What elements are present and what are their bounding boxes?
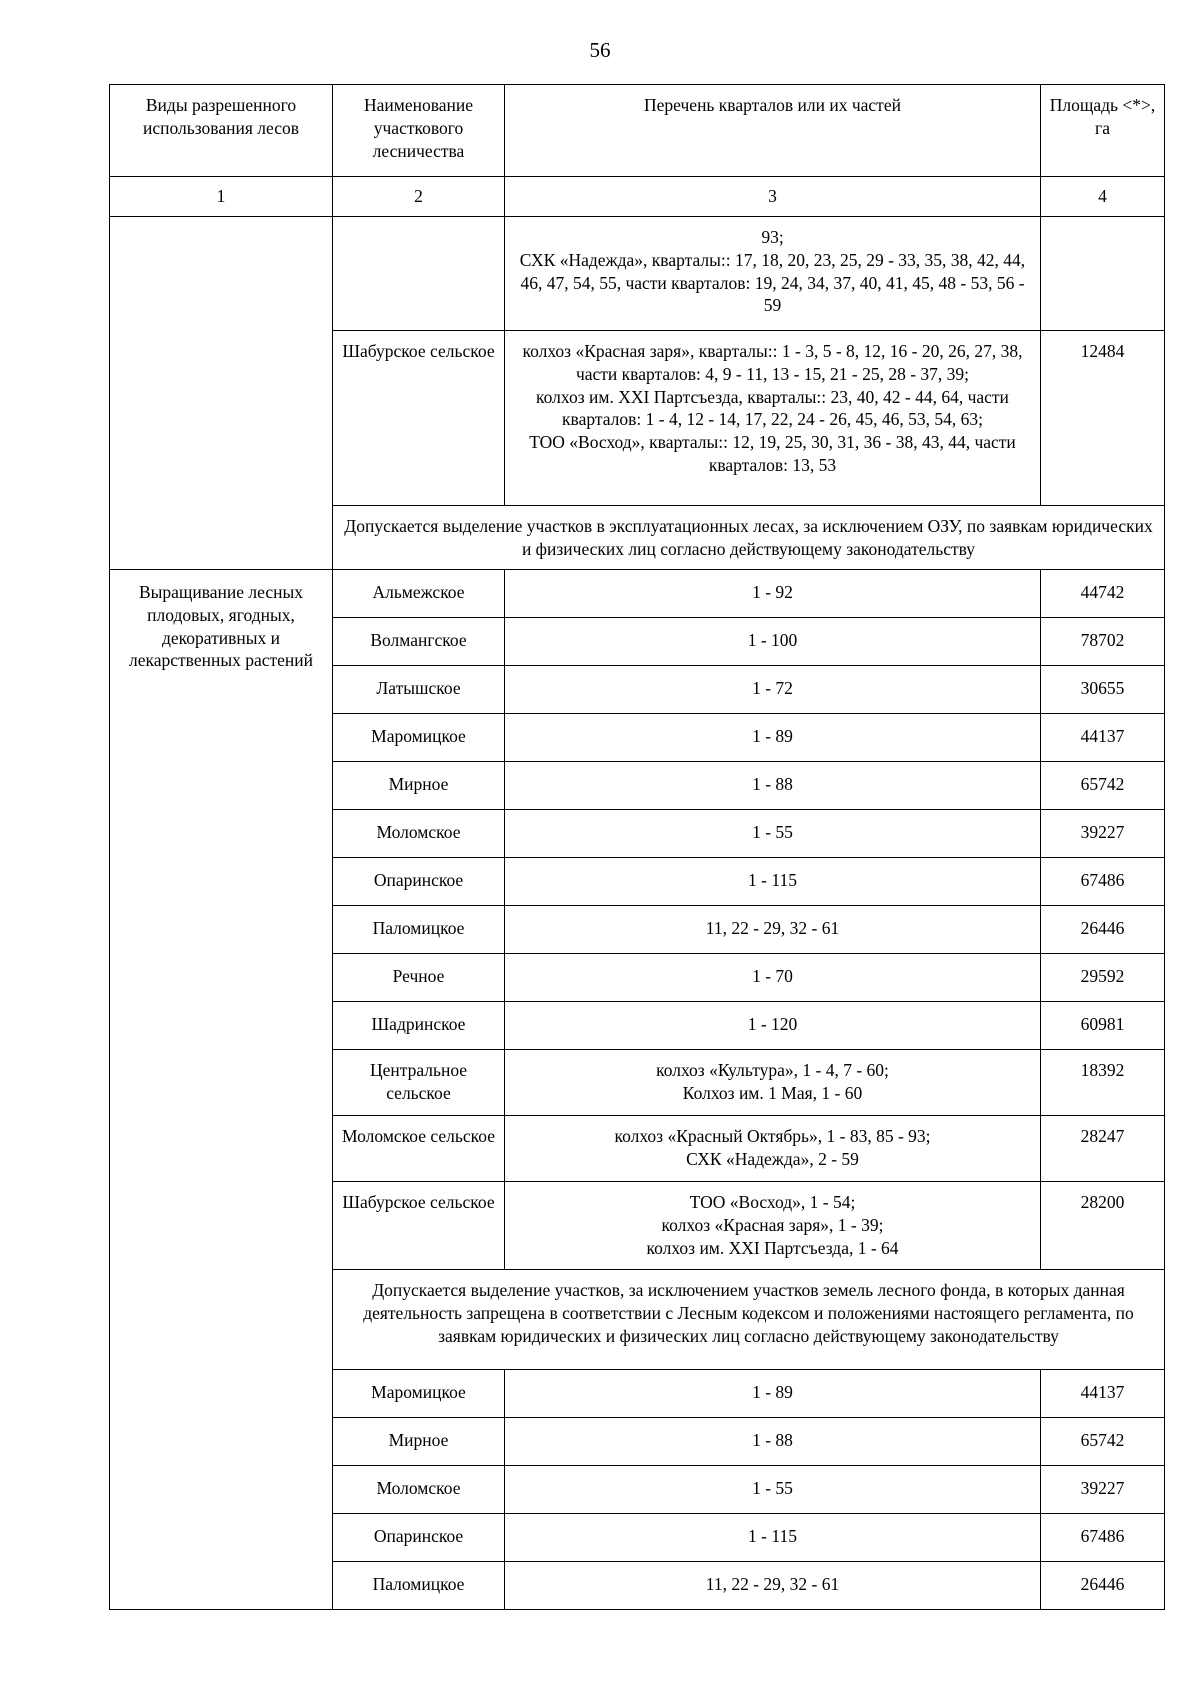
area-cell: 39227 — [1041, 810, 1165, 858]
quarters-cell: 1 - 115 — [505, 858, 1041, 906]
quarters-cell: 1 - 120 — [505, 1002, 1041, 1050]
header-use-type: Виды разрешенного использования лесов — [110, 85, 333, 177]
forestry-name-cell: Речное — [333, 954, 505, 1002]
quarters-cell: ТОО «Восход», 1 - 54; колхоз «Красная заря», 1 - 39; колхоз им. XXI Партсъезда, 1 - 64 — [505, 1182, 1041, 1270]
column-number: 1 — [110, 177, 333, 217]
area-cell: 30655 — [1041, 666, 1165, 714]
area-cell: 12484 — [1041, 331, 1165, 506]
quarters-cell: 93; СХК «Надежда», кварталы:: 17, 18, 20, 23, 25, 29 - 33, 35, 38, 42, 44, 46, 47, 54, 55, части кварталов: 19, 24, 34, 37, 40, 41, 45, 48 - 53, 56 - 59 — [505, 217, 1041, 331]
page-number: 56 — [589, 38, 611, 62]
area-cell — [1041, 217, 1165, 331]
table-row — [110, 570, 1165, 618]
forestry-name-cell: Шадринское — [333, 1002, 505, 1050]
quarters-cell: 1 - 55 — [505, 810, 1041, 858]
area-cell: 67486 — [1041, 858, 1165, 906]
forestry-name-cell: Опаринское — [333, 858, 505, 906]
quarters-cell: 1 - 88 — [505, 762, 1041, 810]
forest-use-table — [109, 84, 1165, 1610]
area-cell: 39227 — [1041, 1466, 1165, 1514]
use-type-cell: Выращивание лесных плодовых, ягодных, декоративных и лекарственных растений — [110, 570, 333, 1610]
quarters-cell: 11, 22 - 29, 32 - 61 — [505, 906, 1041, 954]
quarters-cell: 1 - 55 — [505, 1466, 1041, 1514]
quarters-cell: 1 - 89 — [505, 714, 1041, 762]
area-cell: 18392 — [1041, 1050, 1165, 1116]
column-number: 4 — [1041, 177, 1165, 217]
table-row — [110, 217, 1165, 331]
forestry-name-cell: Моломское — [333, 810, 505, 858]
area-cell: 65742 — [1041, 762, 1165, 810]
quarters-cell: колхоз «Красный Октябрь», 1 - 83, 85 - 93; СХК «Надежда», 2 - 59 — [505, 1116, 1041, 1182]
quarters-cell: 1 - 92 — [505, 570, 1041, 618]
forestry-name-cell: Маромицкое — [333, 1370, 505, 1418]
forestry-name-cell — [333, 217, 505, 331]
header-row — [110, 85, 1165, 177]
forestry-name-cell: Центральное сельское — [333, 1050, 505, 1116]
quarters-cell: 1 - 70 — [505, 954, 1041, 1002]
forestry-name-cell: Маромицкое — [333, 714, 505, 762]
forestry-name-cell: Мирное — [333, 762, 505, 810]
area-cell: 60981 — [1041, 1002, 1165, 1050]
forestry-name-cell: Моломское сельское — [333, 1116, 505, 1182]
area-cell: 65742 — [1041, 1418, 1165, 1466]
column-number: 3 — [505, 177, 1041, 217]
forestry-name-cell: Паломицкое — [333, 1562, 505, 1610]
forestry-name-cell: Паломицкое — [333, 906, 505, 954]
forestry-name-cell: Опаринское — [333, 1514, 505, 1562]
area-cell: 67486 — [1041, 1514, 1165, 1562]
quarters-cell: 1 - 88 — [505, 1418, 1041, 1466]
forestry-name-cell: Альмежское — [333, 570, 505, 618]
forestry-name-cell: Латышское — [333, 666, 505, 714]
area-cell: 44137 — [1041, 714, 1165, 762]
use-type-cell — [110, 217, 333, 570]
area-cell: 78702 — [1041, 618, 1165, 666]
forestry-name-cell: Мирное — [333, 1418, 505, 1466]
forestry-name-cell: Моломское — [333, 1466, 505, 1514]
forestry-name-cell: Шабурское сельское — [333, 1182, 505, 1270]
header-forestry-name: Наименование участкового лесничества — [333, 85, 505, 177]
area-cell: 26446 — [1041, 1562, 1165, 1610]
forestry-name-cell: Шабурское сельское — [333, 331, 505, 506]
note-cell: Допускается выделение участков, за исключением участков земель лесного фонда, в которых данная деятельность запрещена в соответствии с Лесным кодексом и положениями настоящего регламента, по заявкам юридических и физических лиц согласно действующему законодательству — [333, 1270, 1165, 1370]
quarters-cell: колхоз «Красная заря», кварталы:: 1 - 3, 5 - 8, 12, 16 - 20, 26, 27, 38, части кварталов: 4, 9 - 11, 13 - 15, 21 - 25, 28 - 37, 39; колхоз им. XXI Партсъезда, кварталы:: 23, 40, 42 - 44, 64, части кварталов: 1 - 4, 12 - 14, 17, 22, 24 - 26, 45, 46, 53, 54, 63; ТОО «Восход», кварталы:: 12, 19, 25, 30, 31, 36 - 38, 43, 44, части кварталов: 13, 53 — [505, 331, 1041, 506]
area-cell: 28247 — [1041, 1116, 1165, 1182]
quarters-cell: 1 - 89 — [505, 1370, 1041, 1418]
note-cell: Допускается выделение участков в эксплуатационных лесах, за исключением ОЗУ, по заявкам юридических и физических лиц согласно действующему законодательству — [333, 506, 1165, 570]
area-cell: 28200 — [1041, 1182, 1165, 1270]
forestry-name-cell: Волмангское — [333, 618, 505, 666]
area-cell: 26446 — [1041, 906, 1165, 954]
quarters-cell: 1 - 100 — [505, 618, 1041, 666]
quarters-cell: 1 - 72 — [505, 666, 1041, 714]
quarters-cell: 1 - 115 — [505, 1514, 1041, 1562]
header-area: Площадь <*>, га — [1041, 85, 1165, 177]
quarters-cell: колхоз «Культура», 1 - 4, 7 - 60; Колхоз им. 1 Мая, 1 - 60 — [505, 1050, 1041, 1116]
area-cell: 44742 — [1041, 570, 1165, 618]
area-cell: 44137 — [1041, 1370, 1165, 1418]
area-cell: 29592 — [1041, 954, 1165, 1002]
header-quarters-list: Перечень кварталов или их частей — [505, 85, 1041, 177]
column-number: 2 — [333, 177, 505, 217]
column-number-row — [110, 177, 1165, 217]
quarters-cell: 11, 22 - 29, 32 - 61 — [505, 1562, 1041, 1610]
